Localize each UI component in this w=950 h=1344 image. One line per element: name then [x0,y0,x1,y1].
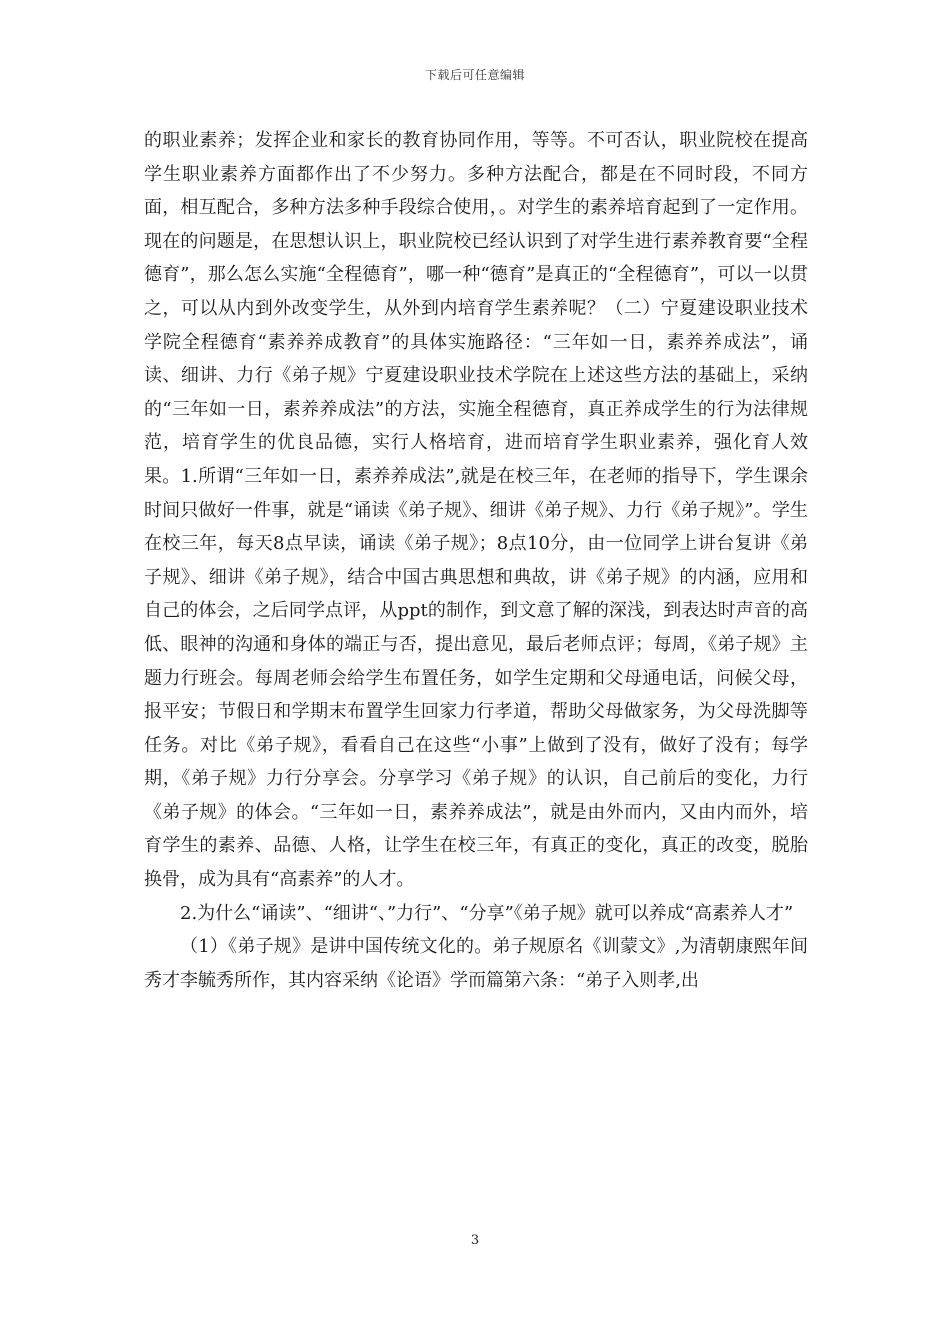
document-body [144,124,808,997]
paragraph-question: 2.为什么“诵读”、“细讲“、”力行”、“分享”《弟子规》就可以养成“高素养人才” [180,902,794,924]
page-header: 下载后可任意编辑 [424,68,525,82]
page-number: 3 [470,1233,480,1248]
paragraph-main: 的职业素养；发挥企业和家长的教育协同作用，等等。不可否认，职业院校在提高学生职业素养方面都作出了不少努力。多种方法配合，都是在不同时段，不同方面，相互配合，多种方法多种手段综合使用，。对学生的素养培育起到了一定作用。现在的问题是，在思想认识上，职业院校已经认识到了对学生进行素养教育要“全程德育”，那么怎么实施“全程德育”，哪一种“德育”是真正的“全程德育”，可以一以贯之，可以从内到外改变学生，从外到内培育学生素养呢？（二）宁夏建设职业技术学院全程德育“素养养成教育”的具体实施路径：“三年如一日，素养养成法”，诵读、细讲、力行《弟子规》宁夏建设职业技术学院在上述这些方法的基础上，采纳的“三年如一日，素养养成法”的方法，实施全程德育，真正养成学生的行为法律规范，培育学生的优良品德，实行人格培育，进而培育学生职业素养，强化育人效果。1.所谓“三年如一日，素养养成法”,就是在校三年，在老师的指导下，学生课余时间只做好一件事，就是“诵读《弟子规》、细讲《弟子规》、力行《弟子规》”。学生在校三年，每天8点早读，诵读《弟子规》；8点10分，由一位同学上讲台复讲《弟子规》、细讲《弟子规》，结合中国古典思想和典故，讲《弟子规》的内涵，应用和自己的体会，之后同学点评，从ppt的制作，到文意了解的深浅，到表达时声音的高低、眼神的沟通和身体的端正与否，提出意见，最后老师点评；每周，《弟子规》主题力行班会。每周老师会给学生布置任务，如学生定期和父母通电话，问候父母，报平安；节假日和学期末布置学生回家力行孝道，帮助父母做家务，为父母洗脚等任务。对比《弟子规》，看看自己在这些“小事”上做到了没有，做好了没有；每学期，《弟子规》力行分享会。分享学习《弟子规》的认识，自己前后的变化，力行《弟子规》的体会。“三年如一日，素养养成法”，就是由外而内，又由内而外，培育学生的素养、品德、人格，让学生在校三年，有真正的变化，真正的改变，脱胎换骨，成为具有“高素养”的人才。 [144,130,808,891]
paragraph-dizigui-intro: （1）《弟子规》是讲中国传统文化的。弟子规原名《训蒙文》,为清朝康熙年间秀才李毓秀所作，其内容采纳《论语》学而篇第六条：“弟子入则孝,出 [144,936,808,991]
